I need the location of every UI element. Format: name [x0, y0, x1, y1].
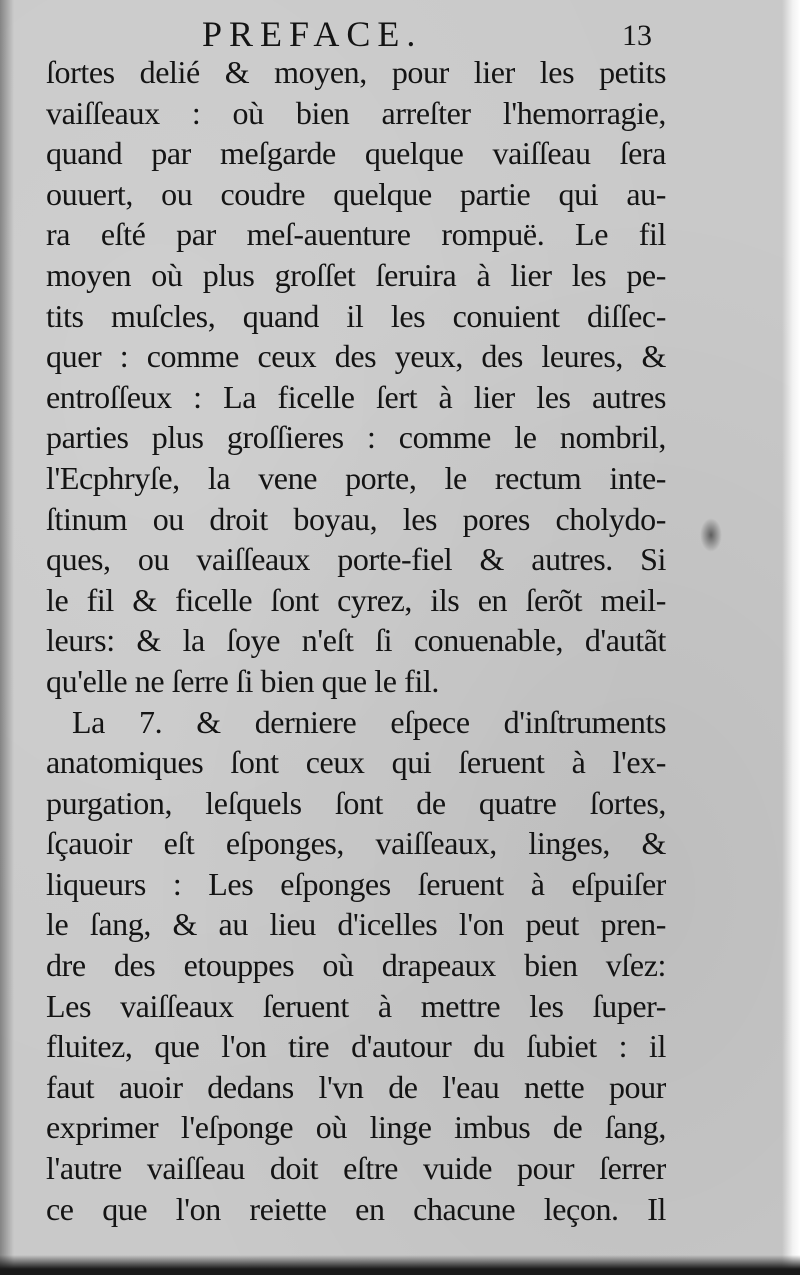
- text-line: le fil & ficelle ſont cyrez, ils en ſerõt meil-: [46, 581, 666, 618]
- text-line: ſçauoir eſt eſponges, vaiſſeaux, linges, &: [46, 825, 666, 862]
- text-line: ra eſté par meſ-auenture rompuë. Le fil: [46, 216, 666, 253]
- ink-stain: [700, 518, 722, 552]
- text-line: purgation, leſquels ſont de quatre ſortes,: [46, 784, 666, 821]
- text-line: entroſſeux : La ficelle ſert à lier les autres: [46, 378, 666, 415]
- text-line: Les vaiſſeaux ſeruent à mettre les ſuper-: [46, 987, 666, 1024]
- text-line: l'Ecphryſe, la vene porte, le rectum inte-: [46, 459, 666, 496]
- text-line: l'autre vaiſſeau doit eſtre vuide pour ſerrer: [46, 1150, 666, 1187]
- page-edge-bottom: [0, 1255, 800, 1275]
- text-line: ques, ou vaiſſeaux porte-fiel & autres. Si: [46, 541, 666, 578]
- text-line: tits muſcles, quand il les conuient diſſec-: [46, 297, 666, 334]
- page-gutter-shadow: [0, 0, 14, 1275]
- page-edge-right: [782, 0, 800, 1275]
- text-line: leurs: & la ſoye n'eſt ſi conuenable, d'autãt: [46, 622, 666, 659]
- text-line: moyen où plus groſſet ſeruira à lier les pe-: [46, 256, 666, 293]
- text-line: dre des etouppes où drapeaux bien vſez:: [46, 947, 666, 984]
- page-number: 13: [622, 19, 652, 52]
- text-line: liqueurs : Les eſponges ſeruent à eſpuiſer: [46, 865, 666, 902]
- paragraph-start-line: La 7. & derniere eſpece d'inſtruments: [72, 703, 666, 740]
- paragraph-end-line: qu'elle ne ſerre ſi bien que le fil.: [46, 662, 439, 699]
- text-line: quer : comme ceux des yeux, des leures, &: [46, 338, 666, 375]
- text-line: ſortes delié & moyen, pour lier les petits: [46, 54, 666, 90]
- text-line: ouuert, ou coudre quelque partie qui au-: [46, 175, 666, 212]
- running-title: PREFACE.: [202, 14, 423, 54]
- text-line: faut auoir dedans l'vn de l'eau nette pour: [46, 1068, 666, 1105]
- text-line: ſtinum ou droit boyau, les pores cholydo-: [46, 500, 666, 537]
- text-line: parties plus groſſieres : comme le nombril,: [46, 419, 666, 456]
- text-line: quand par meſgarde quelque vaiſſeau ſera: [46, 135, 666, 172]
- text-line: exprimer l'eſponge où linge imbus de ſang,: [46, 1109, 666, 1146]
- text-line: fluitez, que l'on tire d'autour du ſubiet : il: [46, 1028, 666, 1065]
- text-line: le ſang, & au lieu d'icelles l'on peut pren-: [46, 906, 666, 943]
- text-line: ce que l'on reiette en chacune leçon. Il: [46, 1190, 666, 1227]
- text-line: vaiſſeaux : où bien arreſter l'hemorragie,: [46, 94, 666, 131]
- body-text: [46, 52, 666, 1229]
- text-line: anatomiques ſont ceux qui ſeruent à l'ex-: [46, 744, 666, 781]
